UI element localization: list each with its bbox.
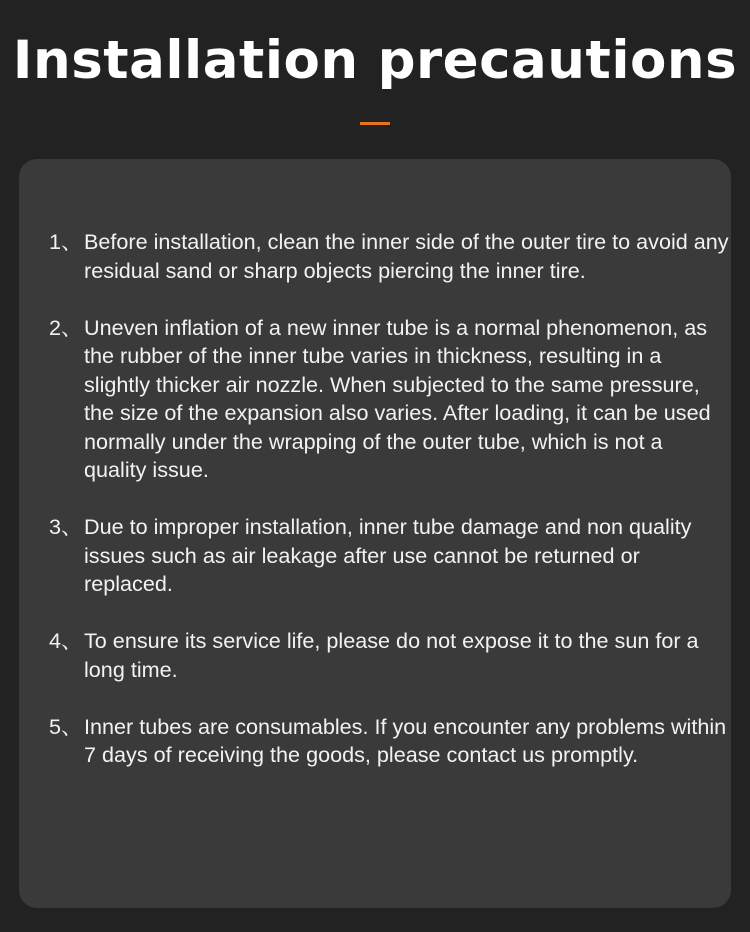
item-number: 4、 bbox=[49, 628, 83, 653]
item-text: Before installation, clean the inner side of the outer tire to avoid any residual sand or sharp objects piercing the inner tire. bbox=[84, 229, 729, 283]
precautions-card bbox=[19, 159, 731, 908]
page-title: Installation precautions bbox=[12, 30, 738, 91]
precautions-list bbox=[49, 228, 729, 798]
precaution-item-4 bbox=[49, 627, 729, 684]
item-text: To ensure its service life, please do not expose it to the sun for a long time. bbox=[84, 628, 699, 682]
title-accent-divider bbox=[360, 122, 390, 125]
item-text: Inner tubes are consumables. If you encounter any problems within 7 days of receiving the goods, please contact us promptly. bbox=[84, 713, 727, 767]
item-number: 2、 bbox=[49, 314, 83, 340]
precaution-item-2 bbox=[49, 314, 729, 485]
item-text: Due to improper installation, inner tube damage and non quality issues such as air leakage after use cannot be returned or replaced. bbox=[84, 514, 692, 596]
precaution-item-5 bbox=[49, 713, 729, 770]
precaution-item-3 bbox=[49, 513, 729, 599]
item-number: 1、 bbox=[49, 229, 83, 254]
item-number: 5、 bbox=[49, 713, 83, 739]
precaution-item-1 bbox=[49, 228, 729, 285]
item-text: Uneven inflation of a new inner tube is a normal phenomenon, as the rubber of the inner tube varies in thickness, resulting in a slightly thicker air nozzle. When subjected to the same pressure, the size of the expansion also varies. After loading, it can be used normally under the wrapping of the outer tube, which is not a quality issue. bbox=[84, 314, 711, 482]
item-number: 3、 bbox=[49, 514, 83, 539]
